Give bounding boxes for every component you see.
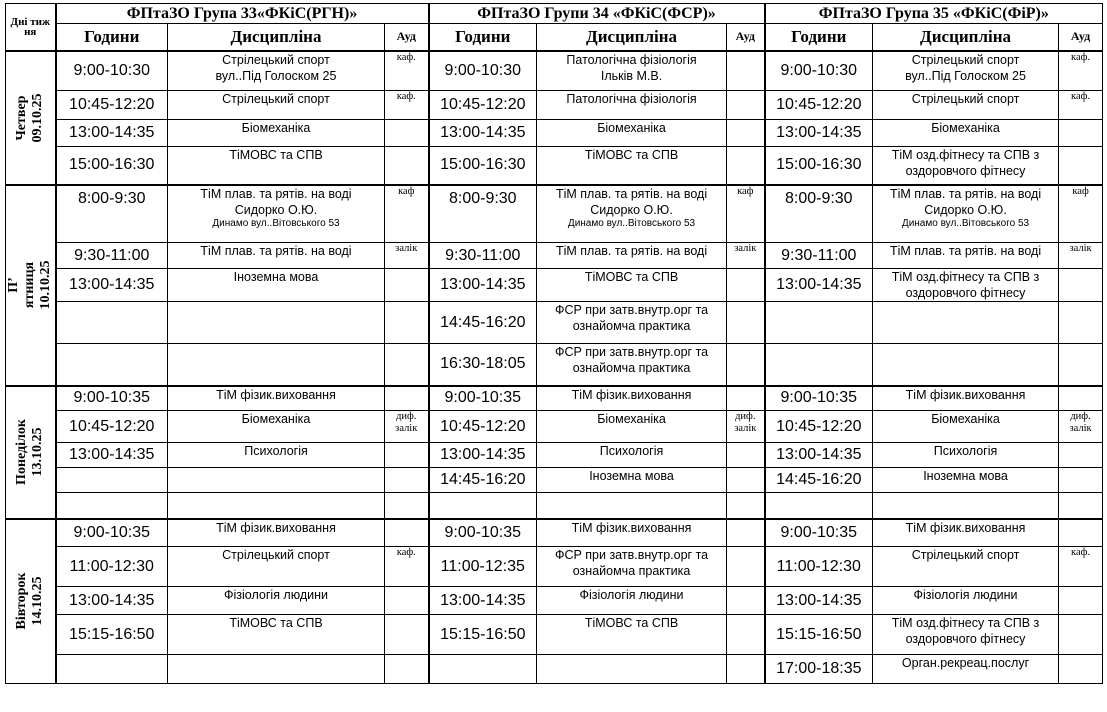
- discipline-cell: [873, 587, 1059, 615]
- time-cell: 13:00-14:35: [765, 120, 873, 147]
- time-cell: 13:00-14:35: [56, 587, 168, 615]
- col-discipline-header: Дисципліна: [168, 24, 385, 51]
- time-cell: 13:00-14:35: [765, 443, 873, 468]
- room-cell: [1059, 120, 1103, 147]
- time-cell: 15:00-16:30: [765, 147, 873, 185]
- discipline-text: ТіМ плав. та рятів. на воді: [889, 244, 1042, 258]
- discipline-cell: [873, 443, 1059, 468]
- time-cell: [56, 302, 168, 344]
- discipline-cell: [873, 615, 1059, 655]
- time-cell: 15:15-16:50: [429, 615, 537, 655]
- discipline-location: Динамо вул..Вітовського 53: [212, 217, 340, 229]
- room-cell: каф: [385, 185, 429, 243]
- time-cell: 14:45-16:20: [765, 468, 873, 493]
- discipline-text: Біомеханіка: [241, 412, 311, 426]
- days-week-header: Дні тиж ня: [6, 4, 56, 51]
- discipline-text: Фізіологія людини: [224, 588, 328, 602]
- discipline-text: ФСР при затв.внутр.орг та ознайомча практика: [554, 303, 709, 333]
- schedule-row: [6, 185, 1103, 243]
- time-cell: 13:00-14:35: [56, 120, 168, 147]
- discipline-text: Стрілецький спорт: [911, 92, 1020, 106]
- schedule-row: [6, 243, 1103, 269]
- discipline-text: Патологічна фізіологія Ільків М.В.: [566, 52, 697, 83]
- room-cell: [727, 519, 765, 547]
- schedule-row: [6, 443, 1103, 468]
- time-cell: 13:00-14:35: [429, 269, 537, 302]
- room-cell: [1059, 386, 1103, 411]
- discipline-text: ТіМ плав. та рятів. на воді: [200, 244, 352, 258]
- schedule-row: [6, 655, 1103, 684]
- discipline-cell: [873, 147, 1059, 185]
- discipline-cell: [873, 519, 1059, 547]
- discipline-cell: [873, 120, 1059, 147]
- time-cell: 10:45-12:20: [56, 411, 168, 443]
- discipline-cell: [873, 51, 1059, 91]
- discipline-cell: [168, 547, 385, 587]
- room-cell: [1059, 587, 1103, 615]
- discipline-text: Біомеханіка: [597, 121, 666, 135]
- discipline-text: Орган.рекреац.послуг: [901, 656, 1030, 670]
- discipline-cell: [168, 443, 385, 468]
- discipline-cell: [873, 386, 1059, 411]
- time-cell: 15:00-16:30: [429, 147, 537, 185]
- time-cell: 8:00-9:30: [429, 185, 537, 243]
- discipline-text: Фізіологія людини: [913, 588, 1018, 602]
- discipline-cell: [168, 519, 385, 547]
- discipline-cell: [873, 493, 1059, 519]
- time-cell: [56, 344, 168, 386]
- room-cell: [385, 386, 429, 411]
- time-cell: 13:00-14:35: [56, 269, 168, 302]
- room-cell: [385, 269, 429, 302]
- discipline-cell: [873, 302, 1059, 344]
- time-cell: 9:30-11:00: [56, 243, 168, 269]
- room-cell: [1059, 468, 1103, 493]
- room-cell: каф.: [1059, 91, 1103, 120]
- discipline-text: Стрілецький спорт вул..Під Голоском 25: [215, 52, 337, 83]
- time-cell: 9:00-10:30: [429, 51, 537, 91]
- discipline-cell: [168, 269, 385, 302]
- discipline-cell: [537, 655, 727, 684]
- group-34-title: ФПтаЗО Групи 34 «ФКіС(ФСР)»: [429, 4, 765, 24]
- room-cell: [1059, 147, 1103, 185]
- discipline-text: Іноземна мова: [589, 469, 674, 483]
- discipline-text: ТіМОВС та СПВ: [229, 148, 323, 162]
- time-cell: 14:45-16:20: [429, 468, 537, 493]
- discipline-cell: [168, 468, 385, 493]
- room-cell: [727, 302, 765, 344]
- room-cell: [727, 615, 765, 655]
- schedule-row: [6, 615, 1103, 655]
- discipline-text: Психологія: [599, 444, 664, 458]
- time-cell: 9:00-10:35: [56, 386, 168, 411]
- time-cell: 10:45-12:20: [429, 91, 537, 120]
- discipline-text: ТіМ фізик.виховання: [905, 520, 1026, 535]
- discipline-cell: [537, 547, 727, 587]
- discipline-text: Патологічна фізіологія: [566, 92, 697, 106]
- time-cell: 9:00-10:35: [765, 519, 873, 547]
- room-cell: [1059, 443, 1103, 468]
- time-cell: [56, 468, 168, 493]
- discipline-cell: [873, 243, 1059, 269]
- col-room-header: Ауд: [727, 24, 765, 51]
- col-time-header: Години: [56, 24, 168, 51]
- schedule-row: [6, 468, 1103, 493]
- room-cell: [727, 547, 765, 587]
- room-cell: [1059, 655, 1103, 684]
- time-cell: 10:45-12:20: [765, 91, 873, 120]
- col-room-header: Ауд: [1059, 24, 1103, 51]
- group-33-title: ФПтаЗО Група 33«ФКіС(РГН)»: [56, 4, 429, 24]
- room-cell: [727, 443, 765, 468]
- room-cell: каф: [727, 185, 765, 243]
- discipline-text: ТіМ плав. та рятів. на воді Сидорко О.Ю.: [200, 186, 352, 217]
- schedule-row: [6, 302, 1103, 344]
- discipline-cell: [537, 269, 727, 302]
- discipline-text: ТіМ фізик.виховання: [216, 387, 336, 402]
- col-discipline-header: Дисципліна: [537, 24, 727, 51]
- room-cell: каф.: [385, 91, 429, 120]
- room-cell: [385, 655, 429, 684]
- room-cell: [727, 120, 765, 147]
- room-cell: [385, 147, 429, 185]
- room-cell: [1059, 519, 1103, 547]
- time-cell: [765, 302, 873, 344]
- discipline-cell: [537, 493, 727, 519]
- room-cell: [385, 615, 429, 655]
- schedule-row: [6, 587, 1103, 615]
- discipline-text: ТіМ озд.фітнесу та СПВ з оздоровчого фітнесу: [891, 148, 1040, 178]
- time-cell: 13:00-14:35: [429, 443, 537, 468]
- time-cell: 15:15-16:50: [56, 615, 168, 655]
- discipline-cell: [168, 302, 385, 344]
- room-cell: [385, 302, 429, 344]
- discipline-text: ТіМ плав. та рятів. на воді Сидорко О.Ю.: [555, 186, 708, 217]
- room-cell: [727, 344, 765, 386]
- discipline-cell: [537, 120, 727, 147]
- discipline-text: ТіМ фізик.виховання: [571, 387, 692, 402]
- discipline-text: Біомеханіка: [241, 121, 311, 135]
- discipline-text: Психологія: [933, 444, 998, 458]
- room-cell: диф. залік: [1059, 411, 1103, 443]
- discipline-text: Стрілецький спорт вул..Під Голоском 25: [905, 52, 1026, 83]
- discipline-cell: [537, 185, 727, 243]
- discipline-cell: [168, 51, 385, 91]
- discipline-text: ФСР при затв.внутр.орг та ознайомча практика: [554, 548, 709, 578]
- discipline-cell: [873, 91, 1059, 120]
- discipline-text: ФСР при затв.внутр.орг та ознайомча практика: [554, 345, 709, 375]
- time-cell: 13:00-14:35: [765, 269, 873, 302]
- time-cell: 13:00-14:35: [56, 443, 168, 468]
- discipline-cell: [168, 655, 385, 684]
- discipline-cell: [873, 547, 1059, 587]
- discipline-cell: [168, 615, 385, 655]
- discipline-cell: [168, 147, 385, 185]
- time-cell: 9:30-11:00: [429, 243, 537, 269]
- room-cell: диф. залік: [727, 411, 765, 443]
- time-cell: [56, 655, 168, 684]
- discipline-cell: [168, 243, 385, 269]
- time-cell: 10:45-12:20: [429, 411, 537, 443]
- time-cell: 15:00-16:30: [56, 147, 168, 185]
- discipline-text: ТіМ озд.фітнесу та СПВ з оздоровчого фітнесу: [891, 270, 1040, 300]
- room-cell: [727, 587, 765, 615]
- discipline-cell: [873, 269, 1059, 302]
- discipline-text: Біомеханіка: [931, 121, 1000, 135]
- day-label: Четвер 09.10.25: [14, 93, 46, 142]
- discipline-cell: [168, 411, 385, 443]
- discipline-text: Біомеханіка: [931, 412, 1000, 426]
- discipline-cell: [168, 120, 385, 147]
- column-header-row: [6, 24, 1103, 51]
- room-cell: [385, 519, 429, 547]
- discipline-cell: [873, 468, 1059, 493]
- discipline-cell: [537, 344, 727, 386]
- day-cell: [6, 51, 56, 185]
- room-cell: [727, 269, 765, 302]
- room-cell: [1059, 302, 1103, 344]
- discipline-text: ТіМОВС та СПВ: [584, 270, 679, 284]
- discipline-cell: [537, 243, 727, 269]
- room-cell: [727, 655, 765, 684]
- discipline-cell: [537, 147, 727, 185]
- discipline-text: ТіМ фізик.виховання: [905, 387, 1026, 402]
- room-cell: [727, 386, 765, 411]
- discipline-cell: [537, 302, 727, 344]
- schedule-table: [5, 3, 1103, 684]
- discipline-cell: [537, 468, 727, 493]
- time-cell: [56, 493, 168, 519]
- room-cell: [727, 468, 765, 493]
- time-cell: 13:00-14:35: [429, 587, 537, 615]
- discipline-text: Іноземна мова: [923, 469, 1008, 483]
- time-cell: [429, 493, 537, 519]
- schedule-row: [6, 91, 1103, 120]
- room-cell: [385, 443, 429, 468]
- col-room-header: Ауд: [385, 24, 429, 51]
- col-discipline-header: Дисципліна: [873, 24, 1059, 51]
- discipline-text: ТіМОВС та СПВ: [584, 148, 679, 162]
- time-cell: [765, 344, 873, 386]
- day-cell: [6, 386, 56, 519]
- discipline-cell: [537, 587, 727, 615]
- time-cell: 15:15-16:50: [765, 615, 873, 655]
- time-cell: 9:00-10:30: [56, 51, 168, 91]
- schedule-row: [6, 547, 1103, 587]
- discipline-text: ТіМОВС та СПВ: [584, 616, 679, 630]
- time-cell: 10:45-12:20: [765, 411, 873, 443]
- schedule-row: [6, 120, 1103, 147]
- room-cell: залік: [727, 243, 765, 269]
- group-35-title: ФПтаЗО Група 35 «ФКіС(ФіР)»: [765, 4, 1103, 24]
- schedule-row: [6, 519, 1103, 547]
- time-cell: [429, 655, 537, 684]
- room-cell: [385, 344, 429, 386]
- time-cell: 11:00-12:30: [56, 547, 168, 587]
- time-cell: 9:00-10:30: [765, 51, 873, 91]
- discipline-cell: [873, 655, 1059, 684]
- discipline-text: ТіМОВС та СПВ: [229, 616, 323, 630]
- discipline-text: Фізіологія людини: [579, 588, 684, 602]
- room-cell: [727, 91, 765, 120]
- room-cell: [727, 51, 765, 91]
- time-cell: 10:45-12:20: [56, 91, 168, 120]
- discipline-cell: [537, 386, 727, 411]
- discipline-cell: [537, 443, 727, 468]
- discipline-cell: [873, 344, 1059, 386]
- discipline-cell: [537, 615, 727, 655]
- discipline-text: ТіМ фізик.виховання: [216, 520, 336, 535]
- discipline-cell: [168, 91, 385, 120]
- schedule-row: [6, 493, 1103, 519]
- discipline-text: Стрілецький спорт: [222, 548, 330, 562]
- time-cell: 8:00-9:30: [765, 185, 873, 243]
- day-cell: [6, 185, 56, 386]
- discipline-cell: [168, 344, 385, 386]
- time-cell: 9:30-11:00: [765, 243, 873, 269]
- discipline-cell: [537, 51, 727, 91]
- room-cell: залік: [385, 243, 429, 269]
- discipline-cell: [168, 185, 385, 243]
- time-cell: 13:00-14:35: [765, 587, 873, 615]
- discipline-text: Стрілецький спорт: [222, 92, 330, 106]
- room-cell: диф. залік: [385, 411, 429, 443]
- col-time-header: Години: [429, 24, 537, 51]
- discipline-text: Стрілецький спорт: [911, 548, 1020, 562]
- discipline-text: Іноземна мова: [233, 270, 319, 284]
- time-cell: [765, 493, 873, 519]
- room-cell: [385, 587, 429, 615]
- room-cell: [385, 493, 429, 519]
- room-cell: каф.: [385, 51, 429, 91]
- schedule-row: [6, 344, 1103, 386]
- time-cell: 8:00-9:30: [56, 185, 168, 243]
- time-cell: 14:45-16:20: [429, 302, 537, 344]
- day-label: Вівторок 14.10.25: [14, 572, 46, 630]
- discipline-cell: [537, 91, 727, 120]
- discipline-text: ТіМ фізик.виховання: [571, 520, 692, 535]
- day-cell: [6, 519, 56, 684]
- schedule-row: [6, 386, 1103, 411]
- room-cell: [1059, 615, 1103, 655]
- room-cell: [385, 120, 429, 147]
- discipline-text: ТіМ озд.фітнесу та СПВ з оздоровчого фітнесу: [891, 616, 1040, 646]
- time-cell: 16:30-18:05: [429, 344, 537, 386]
- room-cell: [1059, 269, 1103, 302]
- time-cell: 9:00-10:35: [765, 386, 873, 411]
- discipline-text: Психологія: [244, 444, 308, 458]
- schedule-row: [6, 411, 1103, 443]
- discipline-cell: [168, 386, 385, 411]
- discipline-cell: [873, 411, 1059, 443]
- room-cell: каф: [1059, 185, 1103, 243]
- discipline-location: Динамо вул..Вітовського 53: [901, 217, 1030, 229]
- group-header-row: [6, 4, 1103, 24]
- room-cell: залік: [1059, 243, 1103, 269]
- time-cell: 11:00-12:30: [765, 547, 873, 587]
- day-label: П’ ятниця 10.10.25: [6, 260, 54, 310]
- room-cell: [727, 493, 765, 519]
- room-cell: каф.: [385, 547, 429, 587]
- discipline-location: Динамо вул..Вітовського 53: [567, 217, 696, 229]
- room-cell: [385, 468, 429, 493]
- col-time-header: Години: [765, 24, 873, 51]
- room-cell: [1059, 344, 1103, 386]
- time-cell: 9:00-10:35: [429, 386, 537, 411]
- discipline-cell: [537, 519, 727, 547]
- room-cell: каф.: [1059, 51, 1103, 91]
- room-cell: каф.: [1059, 547, 1103, 587]
- time-cell: 17:00-18:35: [765, 655, 873, 684]
- time-cell: 9:00-10:35: [56, 519, 168, 547]
- schedule-row: [6, 51, 1103, 91]
- day-label: Понеділок 13.10.25: [14, 419, 46, 485]
- discipline-cell: [873, 185, 1059, 243]
- discipline-text: Біомеханіка: [597, 412, 666, 426]
- discipline-cell: [537, 411, 727, 443]
- time-cell: 9:00-10:35: [429, 519, 537, 547]
- schedule-row: [6, 269, 1103, 302]
- schedule-row: [6, 147, 1103, 185]
- room-cell: [1059, 493, 1103, 519]
- room-cell: [727, 147, 765, 185]
- time-cell: 11:00-12:35: [429, 547, 537, 587]
- discipline-cell: [168, 587, 385, 615]
- discipline-cell: [168, 493, 385, 519]
- discipline-text: ТіМ плав. та рятів. на воді Сидорко О.Ю.: [889, 186, 1042, 217]
- discipline-text: ТіМ плав. та рятів. на воді: [555, 244, 708, 258]
- time-cell: 13:00-14:35: [429, 120, 537, 147]
